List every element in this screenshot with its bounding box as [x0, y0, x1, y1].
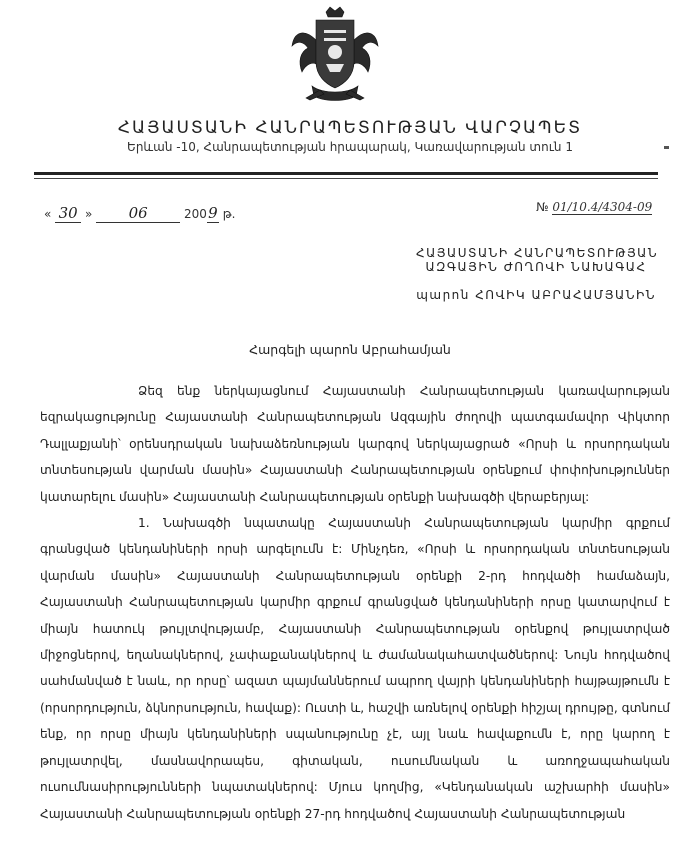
header-rule-thin [34, 178, 658, 179]
date-day: 30 [58, 204, 78, 222]
date-open-quote: « [44, 207, 52, 221]
reference-value: 01/10.4/4304-09 [552, 200, 653, 214]
date-month: 06 [128, 204, 148, 222]
header-rule-thick [34, 172, 658, 175]
scan-mark [664, 146, 669, 149]
reference-number [536, 200, 652, 215]
reference-label: № [536, 200, 549, 214]
date-year-prefix: 200 [184, 207, 207, 221]
date-mid-quote: » [85, 207, 93, 221]
addressee-name: պարոն ՀՈՎԻԿ ԱԲՐԱՀԱՄՅԱՆԻՆ [416, 288, 656, 302]
issuer-address: Երևան -10, Հանրապետության հրապարակ, Կառավարության տուն 1 [127, 140, 573, 154]
armenian-coat-of-arms-icon [286, 6, 384, 104]
salutation: Հարգելի պարոն Աբրահամյան [249, 342, 451, 357]
addressee-line-2: ԱԶԳԱՅԻՆ ԺՈՂՈՎԻ ՆԱԽԱԳԱՀ [425, 260, 647, 274]
letter-body [40, 378, 670, 827]
document-date [44, 204, 235, 223]
addressee-line-1: ՀԱՅԱՍՏԱՆԻ ՀԱՆՐԱՊԵՏՈՒԹՅԱՆ [416, 246, 659, 260]
body-paragraph: 1. Նախագծի նպատակը Հայաստանի Հանրապետության կարմիր գրքում գրանցված կենդանիների որսի արգելումն է: Մինչդեռ, «Որսի և որսորդական տնտեսության վարման մասին» Հայաստանի Հանրապետության օրենքի 2-րդ հոդվածի համաձայն, Հայաստանի Հանրապետության կարմիր գրքում գրանցված կենդանիների որսը կատարվում է միայն հատուկ թույլտվությամբ, Հայաստանի Հանրապետության օրենքով թույլատրված միջոցներով, եղանակներով, չափաքանակներով և ժամանակահատվածներով: Նույն հոդվածով սահմանված է նաև, որ որսը՝ ազատ պայմաններում ապրող վայրի կենդանիների հայթայթումն է (որսորդություն, ձկնորսություն, հավաք): Ուստի և, հաշվի առնելով օրենքի հիշյալ դրույթը, գտնում ենք, որ որսը միայն կենդանիների սպանությունը չէ, այլ նաև հավաքումն է, որը կարող է թույլատրվել, մասնավորապես, գիտական, ուսումնական և առողջապահական ուսումնասիրությունների նպատակներով: Մյուս կողմից, «Կենդանական աշխարհի մասին» Հայաստանի Հանրապետության օրենքի 27-րդ հոդվածով Հայաստանի Հանրապետության [40, 516, 670, 821]
date-year-digit: 9 [208, 204, 218, 222]
body-paragraph: Ձեզ ենք ներկայացնում Հայաստանի Հանրապետության կառավարության եզրակացությունը Հայաստանի Հանրապետության Ազգային ժողովի պատգամավոր Վիկտոր Դալլաքյանի՝ օրենսդրական նախաձեռնության կարգով ներկայացրած «Որսի և որսորդական տնտեսության վարման մասին» Հայաստանի Հանրապետության օրենքում փոփոխություններ կատարելու մասին» Հայաստանի Հանրապետության օրենքի նախագծի վերաբերյալ: [40, 384, 670, 504]
date-year-suffix: թ. [222, 207, 236, 221]
issuer-title: ՀԱՅԱՍՏԱՆԻ ՀԱՆՐԱՊԵՏՈՒԹՅԱՆ ՎԱՐՉԱՊԵՏ [117, 118, 583, 138]
